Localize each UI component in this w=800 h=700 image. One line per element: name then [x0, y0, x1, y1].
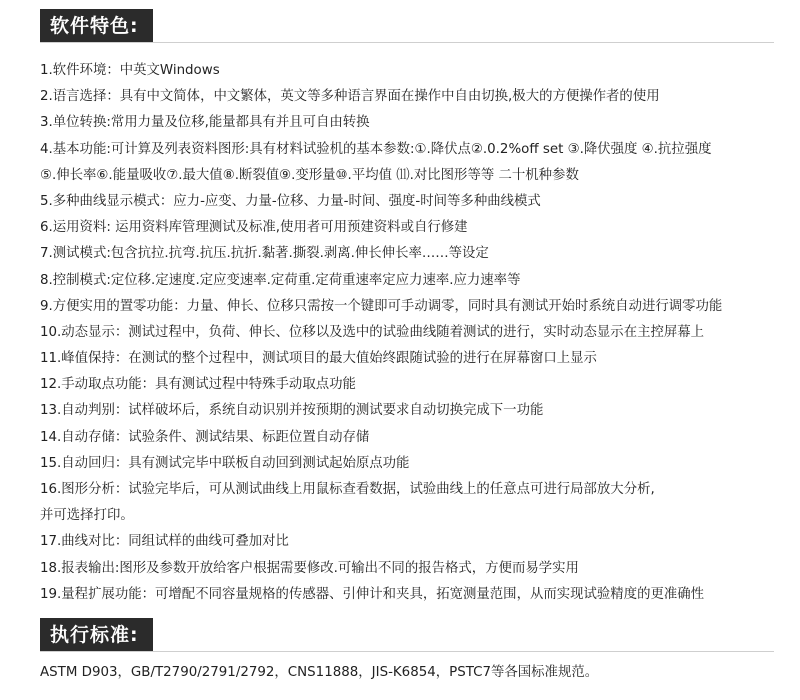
- feature-line: 11.峰值保持：在测试的整个过程中，测试项目的最大值始终跟随试验的进行在屏幕窗口上显示: [40, 351, 597, 367]
- feature-line: 4.基本功能:可计算及列表资料图形:具有材料试验机的基本参数:①.降伏点②.0.2%off set ③.降伏强度 ④.抗拉强度: [40, 141, 712, 157]
- features-list: [40, 58, 800, 608]
- feature-line: 12.手动取点功能：具有测试过程中特殊手动取点功能: [40, 377, 356, 393]
- feature-line: 13.自动判别：试样破坏后，系统自动识别并按预期的测试要求自动切换完成下一功能: [40, 403, 544, 419]
- feature-line: 15.自动回归：具有测试完毕中联板自动回到测试起始原点功能: [40, 455, 410, 471]
- feature-line: 2.语言选择：具有中文简体，中文繁体，英文等多种语言界面在操作中自由切换,极大的方便操作者的使用: [40, 89, 660, 105]
- feature-line: 9.方便实用的置零功能：力量、伸长、位移只需按一个键即可手动调零，同时具有测试开始时系统自动进行调零功能: [40, 298, 723, 314]
- standard-text: ASTM D903，GB/T2790/2791/2792，CNS11888，JIS-K6854，PSTC7等各国标准规范。: [40, 665, 599, 680]
- feature-line: 19.量程扩展功能：可增配不同容量规格的传感器、引伸计和夹具，拓宽测量范围，从而实现试验精度的更准确性: [40, 586, 705, 602]
- feature-line: 并可选择打印。: [40, 508, 134, 524]
- feature-line: 10.动态显示：测试过程中，负荷、伸长、位移以及选中的试验曲线随着测试的进行，实时动态显示在主控屏幕上: [40, 324, 705, 340]
- feature-line: 5.多种曲线显示模式：应力-应变、力量-位移、力量-时间、强度-时间等多种曲线模式: [40, 193, 541, 209]
- standard-section-title: 执行标准:: [40, 618, 153, 652]
- features-section-title: 软件特色:: [40, 9, 153, 43]
- feature-line: 14.自动存储：试验条件、测试结果、标距位置自动存储: [40, 429, 370, 445]
- section-divider: [40, 651, 774, 652]
- feature-line: 7.测试模式:包含抗拉.抗弯.抗压.抗折.黏著.撕裂.剥离.伸长伸长率……等设定: [40, 246, 489, 262]
- feature-line: 8.控制模式:定位移.定速度.定应变速率.定荷重.定荷重速率定应力速率.应力速率等: [40, 272, 521, 288]
- feature-line: ⑤.伸长率⑥.能量吸收⑦.最大值⑧.断裂值⑨.变形量⑩.平均值 ⑾.对比图形等等 二十机种参数: [40, 167, 579, 183]
- section-divider: [40, 42, 774, 43]
- feature-line: 17.曲线对比：同组试样的曲线可叠加对比: [40, 534, 289, 550]
- feature-line: 16.图形分析：试验完毕后，可从测试曲线上用鼠标查看数据，试验曲线上的任意点可进行局部放大分析,: [40, 482, 655, 497]
- feature-line: 3.单位转换:常用力量及位移,能量都具有并且可自由转换: [40, 115, 370, 131]
- feature-line: 6.运用资料: 运用资料库管理测试及标准,使用者可用预建资料或自行修建: [40, 220, 468, 236]
- feature-line: 1.软件环境：中英文Windows: [40, 63, 220, 78]
- feature-line: 18.报表输出:图形及参数开放给客户根据需要修改.可输出不同的报告格式，方便而易学实用: [40, 560, 579, 576]
